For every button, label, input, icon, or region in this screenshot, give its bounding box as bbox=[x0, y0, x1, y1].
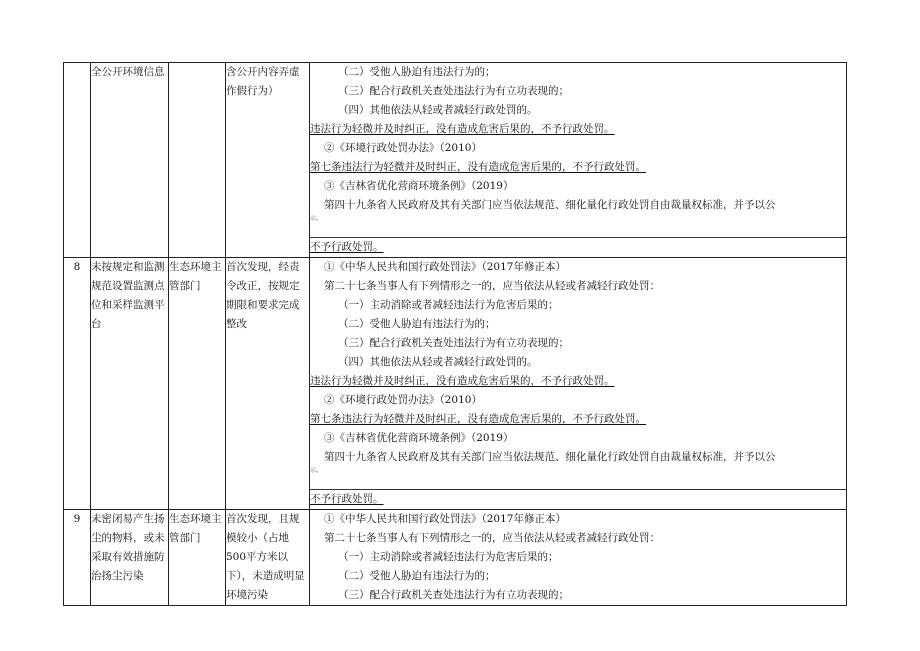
basis-line: 示。 bbox=[310, 467, 323, 474]
department bbox=[169, 63, 226, 258]
basis-line: （二）受他人胁迫有违法行为的； bbox=[338, 318, 496, 330]
row-number: 8 bbox=[64, 258, 91, 510]
basis-line bbox=[310, 223, 846, 235]
basis-line: （二）受他人胁迫有违法行为的； bbox=[338, 570, 496, 582]
department: 生态环境主管部门 bbox=[169, 510, 226, 606]
penalty-exemption-table bbox=[63, 62, 847, 606]
legal-basis bbox=[310, 510, 847, 606]
department: 生态环境主管部门 bbox=[169, 258, 226, 510]
row-number bbox=[64, 63, 91, 258]
basis-line: （四）其他依法从轻或者减轻行政处罚的。 bbox=[338, 104, 538, 116]
basis-line: （一）主动消除或者减轻违法行为危害后果的； bbox=[338, 551, 559, 563]
basis-line: （三）配合行政机关查处违法行为有立功表现的； bbox=[338, 337, 569, 349]
basis-line: ③《吉林省优化营商环境条例》（2019） bbox=[324, 432, 514, 444]
basis-line: 第七条违法行为轻微并及时纠正，没有造成危害后果的，不予行政处罚。 bbox=[310, 161, 646, 173]
situation: 首次发现，经责令改正，按规定期限和要求完成整改 bbox=[226, 258, 310, 510]
situation: 首次发现，且规模较小（占地500平方米以下），未造成明显环境污染 bbox=[226, 510, 310, 606]
basis-line: 不予行政处罚。 bbox=[310, 489, 846, 509]
basis-line: 第二十七条当事人有下列情形之一的，应当依法从轻或者减轻行政处罚： bbox=[324, 280, 660, 292]
table-row bbox=[64, 63, 847, 258]
basis-line: 不予行政处罚。 bbox=[310, 237, 846, 257]
basis-line: 第四十九条省人民政府及其有关部门应当依法规范、细化量化行政处罚自由裁量权标准，并予以公 bbox=[324, 451, 776, 463]
basis-line: （四）其他依法从轻或者减轻行政处罚的。 bbox=[338, 356, 538, 368]
basis-line: 示。 bbox=[310, 215, 323, 222]
basis-line: （一）主动消除或者减轻违法行为危害后果的； bbox=[338, 299, 559, 311]
basis-line: 第四十九条省人民政府及其有关部门应当依法规范、细化量化行政处罚自由裁量权标准，并予以公 bbox=[324, 199, 776, 211]
basis-line: ①《中华人民共和国行政处罚法》（2017年修正本） bbox=[324, 513, 566, 525]
basis-line: （二）受他人胁迫有违法行为的； bbox=[338, 66, 496, 78]
violation-item: 未按规定和监测规范设置监测点位和采样监测平台 bbox=[91, 258, 169, 510]
basis-line: 违法行为轻微并及时纠正，没有造成危害后果的，不予行政处罚。 bbox=[310, 375, 615, 387]
table-row bbox=[64, 258, 847, 510]
basis-line: （三）配合行政机关查处违法行为有立功表现的； bbox=[338, 589, 569, 601]
basis-line: 第二十七条当事人有下列情形之一的，应当依法从轻或者减轻行政处罚： bbox=[324, 532, 660, 544]
table-row bbox=[64, 510, 847, 606]
legal-basis bbox=[310, 258, 847, 510]
basis-line: ①《中华人民共和国行政处罚法》（2017年修正本） bbox=[324, 261, 566, 273]
basis-line: ②《环境行政处罚办法》（2010） bbox=[324, 142, 482, 154]
basis-line: ③《吉林省优化营商环境条例》（2019） bbox=[324, 180, 514, 192]
legal-basis bbox=[310, 63, 847, 258]
basis-line: 违法行为轻微并及时纠正，没有造成危害后果的，不予行政处罚。 bbox=[310, 123, 615, 135]
row-number: 9 bbox=[64, 510, 91, 606]
violation-item: 未密闭易产生扬尘的物料，或未采取有效措施防治扬尘污染 bbox=[91, 510, 169, 606]
violation-item: 全公开环境信息 bbox=[91, 63, 169, 258]
basis-line: 第七条违法行为轻微并及时纠正，没有造成危害后果的，不予行政处罚。 bbox=[310, 413, 646, 425]
situation: 含公开内容弄虚作假行为） bbox=[226, 63, 310, 258]
basis-line: （三）配合行政机关查处违法行为有立功表现的； bbox=[338, 85, 569, 97]
basis-line: ②《环境行政处罚办法》（2010） bbox=[324, 394, 482, 406]
basis-line bbox=[310, 475, 846, 487]
